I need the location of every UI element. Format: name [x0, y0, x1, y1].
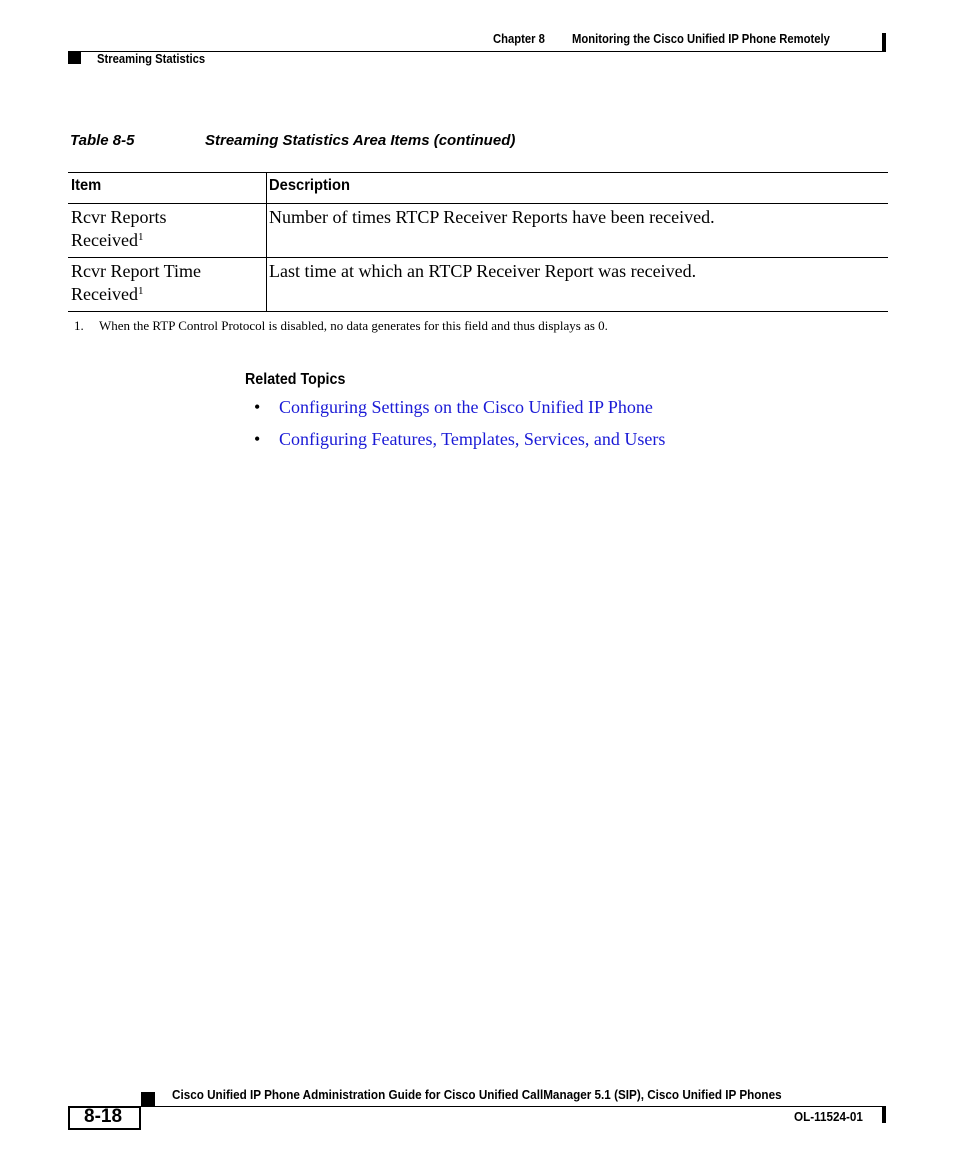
header-marker	[68, 51, 81, 64]
item-line: Received	[71, 230, 138, 250]
table-row-item	[71, 206, 166, 252]
footnote-ref: 1	[137, 285, 144, 297]
item-line: Received	[71, 284, 138, 304]
table-top-rule	[68, 172, 888, 173]
guide-title: Cisco Unified IP Phone Administration Guide for Cisco Unified CallManager 5.1 (SIP), Cisco Unified IP Phones	[172, 1087, 782, 1102]
chapter-label: Chapter 8	[493, 32, 545, 46]
header-bar	[882, 33, 886, 51]
link-configuring-features[interactable]: Configuring Features, Templates, Services, and Users	[279, 429, 666, 449]
footer-rule	[141, 1106, 886, 1107]
table-label: Table 8-5	[70, 132, 135, 149]
footnote-marker: 1.	[74, 318, 84, 333]
bullet-icon: •	[254, 429, 261, 449]
link-configuring-settings[interactable]: Configuring Settings on the Cisco Unified IP Phone	[279, 397, 653, 417]
page-number: 8-18	[84, 1106, 123, 1127]
footer-bar	[882, 1106, 886, 1123]
chapter-title: Monitoring the Cisco Unified IP Phone Remotely	[572, 32, 830, 46]
footnote-ref: 1	[137, 231, 144, 243]
item-line: Rcvr Reports	[71, 207, 167, 227]
table-column-divider	[266, 172, 267, 312]
table-row-rule	[68, 257, 888, 258]
footnote-text: When the RTP Control Protocol is disabled, no data generates for this field and thus displays as 0.	[99, 318, 608, 333]
column-header-item: Item	[71, 177, 102, 194]
column-header-description: Description	[269, 177, 350, 194]
table-bottom-rule	[68, 311, 888, 312]
table-row-description: Last time at which an RTCP Receiver Report was received.	[269, 261, 697, 281]
section-title: Streaming Statistics	[97, 52, 206, 66]
item-line: Rcvr Report Time	[71, 261, 202, 281]
table-header-rule	[68, 203, 888, 204]
footer-marker	[141, 1092, 155, 1106]
document-id: OL-11524-01	[794, 1109, 863, 1124]
related-topics-heading: Related Topics	[245, 371, 346, 388]
table-row-description: Number of times RTCP Receiver Reports have been received.	[269, 207, 715, 227]
bullet-icon: •	[254, 397, 261, 417]
table-row-item	[71, 260, 201, 306]
table-title: Streaming Statistics Area Items (continued)	[205, 132, 516, 149]
